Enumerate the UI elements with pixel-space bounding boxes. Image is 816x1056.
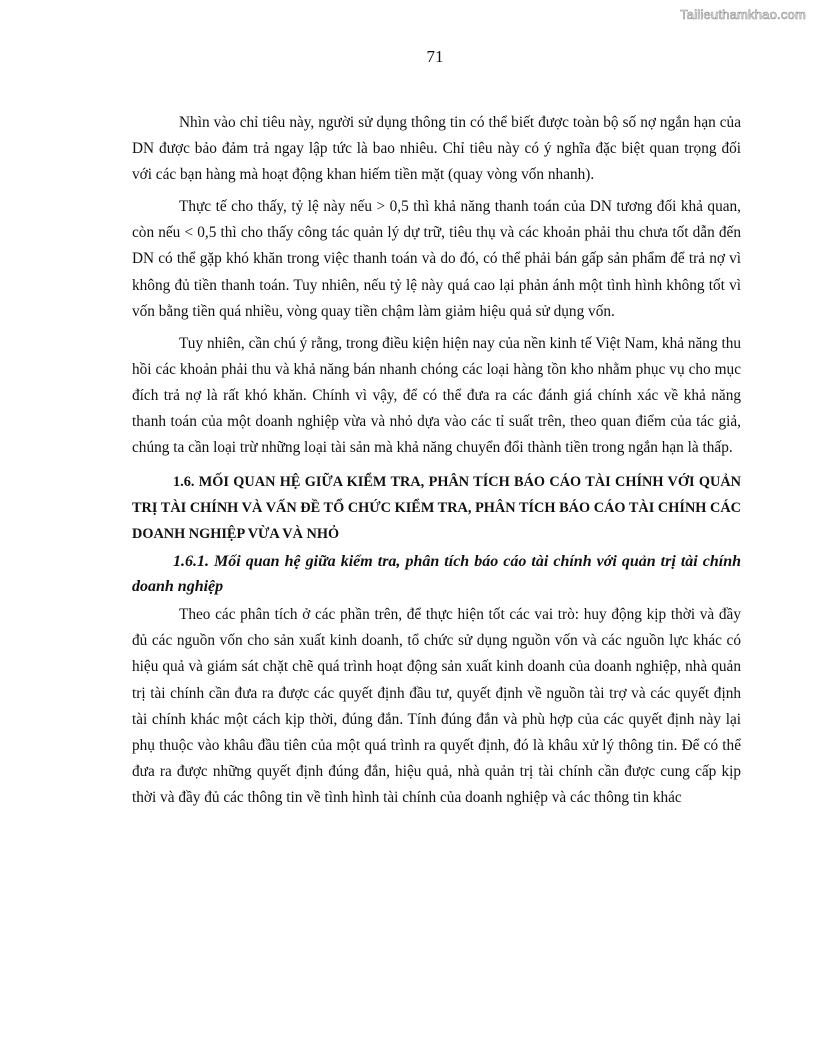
section-heading: 1.6. MỐI QUAN HỆ GIỮA KIỂM TRA, PHÂN TÍCH BÁO CÁO TÀI CHÍNH VỚI QUẢN TRỊ TÀI CHÍNH VÀ VẤN ĐỀ TỔ CHỨC KIỂM TRA, PHÂN TÍCH BÁO CÁO TÀI CHÍNH CÁC DOANH NGHIỆP VỪA VÀ NHỎ: [132, 474, 741, 543]
page-number: 71: [426, 47, 444, 66]
subsection-heading: 1.6.1. Mối quan hệ giữa kiểm tra, phân tích báo cáo tài chính với quản trị tài chính doanh nghiệp: [132, 553, 741, 596]
page-body: [132, 110, 741, 811]
paragraph-vietnam-context: Tuy nhiên, cần chú ý rằng, trong điều kiện hiện nay của nền kinh tế Việt Nam, khả năng thu hồi các khoản phải thu và khả năng bán nhanh chóng các loại hàng tồn kho nhằm phục vụ cho mục đích trả nợ là rất khó khăn. Chính vì vậy, để có thể đưa ra các đánh giá chính xác về khả năng thanh toán của một doanh nghiệp vừa và nhỏ dựa vào các tỉ suất trên, theo quan điểm của tác giả, chúng ta cần loại trừ những loại tài sản mà khả năng chuyển đổi thành tiền trong ngắn hạn là thấp.: [132, 334, 741, 457]
paragraph-current-ratio-meaning: Nhìn vào chỉ tiêu này, người sử dụng thông tin có thể biết được toàn bộ số nợ ngắn hạn của DN được bảo đảm trả ngay lập tức là bao nhiêu. Chỉ tiêu này có ý nghĩa đặc biệt quan trọng đối với các bạn hàng mà hoạt động khan hiếm tiền mặt (quay vòng vốn nhanh).: [132, 114, 741, 184]
paragraph-ratio-interpretation: Thực tế cho thấy, tỷ lệ này nếu > 0,5 thì khả năng thanh toán của DN tương đối khả quan, còn nếu < 0,5 thì cho thấy công tác quản lý dự trữ, tiêu thụ và các khoản phải thu chưa tốt dẫn đến DN có thể gặp khó khăn trong việc thanh toán và do đó, có thể phải bán gấp sản phẩm để trả nợ vì không đủ tiền thanh toán. Tuy nhiên, nếu tỷ lệ này quá cao lại phản ánh một tình hình không tốt vì vốn bằng tiền quá nhiều, vòng quay tiền chậm làm giảm hiệu quả sử dụng vốn.: [132, 198, 741, 320]
watermark: Tailieuthamkhao.com: [680, 7, 806, 22]
paragraph-financial-management: Theo các phân tích ở các phần trên, để thực hiện tốt các vai trò: huy động kịp thời và đầy đủ các nguồn vốn cho sản xuất kinh doanh, tổ chức sử dụng nguồn vốn và các nguồn lực khác có hiệu quả và giám sát chặt chẽ quá trình hoạt động sản xuất kinh doanh của doanh nghiệp, nhà quản trị tài chính cần đưa ra được các quyết định đầu tư, quyết định về nguồn tài trợ và các quyết định tài chính khác một cách kịp thời, đúng đắn. Tính đúng đắn và phù hợp của các quyết định này lại phụ thuộc vào khâu đầu tiên của một quá trình ra quyết định, đó là khâu xử lý thông tin. Để có thể đưa ra được những quyết định đúng đắn, hiệu quả, nhà quản trị tài chính cần được cung cấp kịp thời và đầy đủ các thông tin về tình hình tài chính của doanh nghiệp và các thông tin khác: [132, 606, 741, 806]
